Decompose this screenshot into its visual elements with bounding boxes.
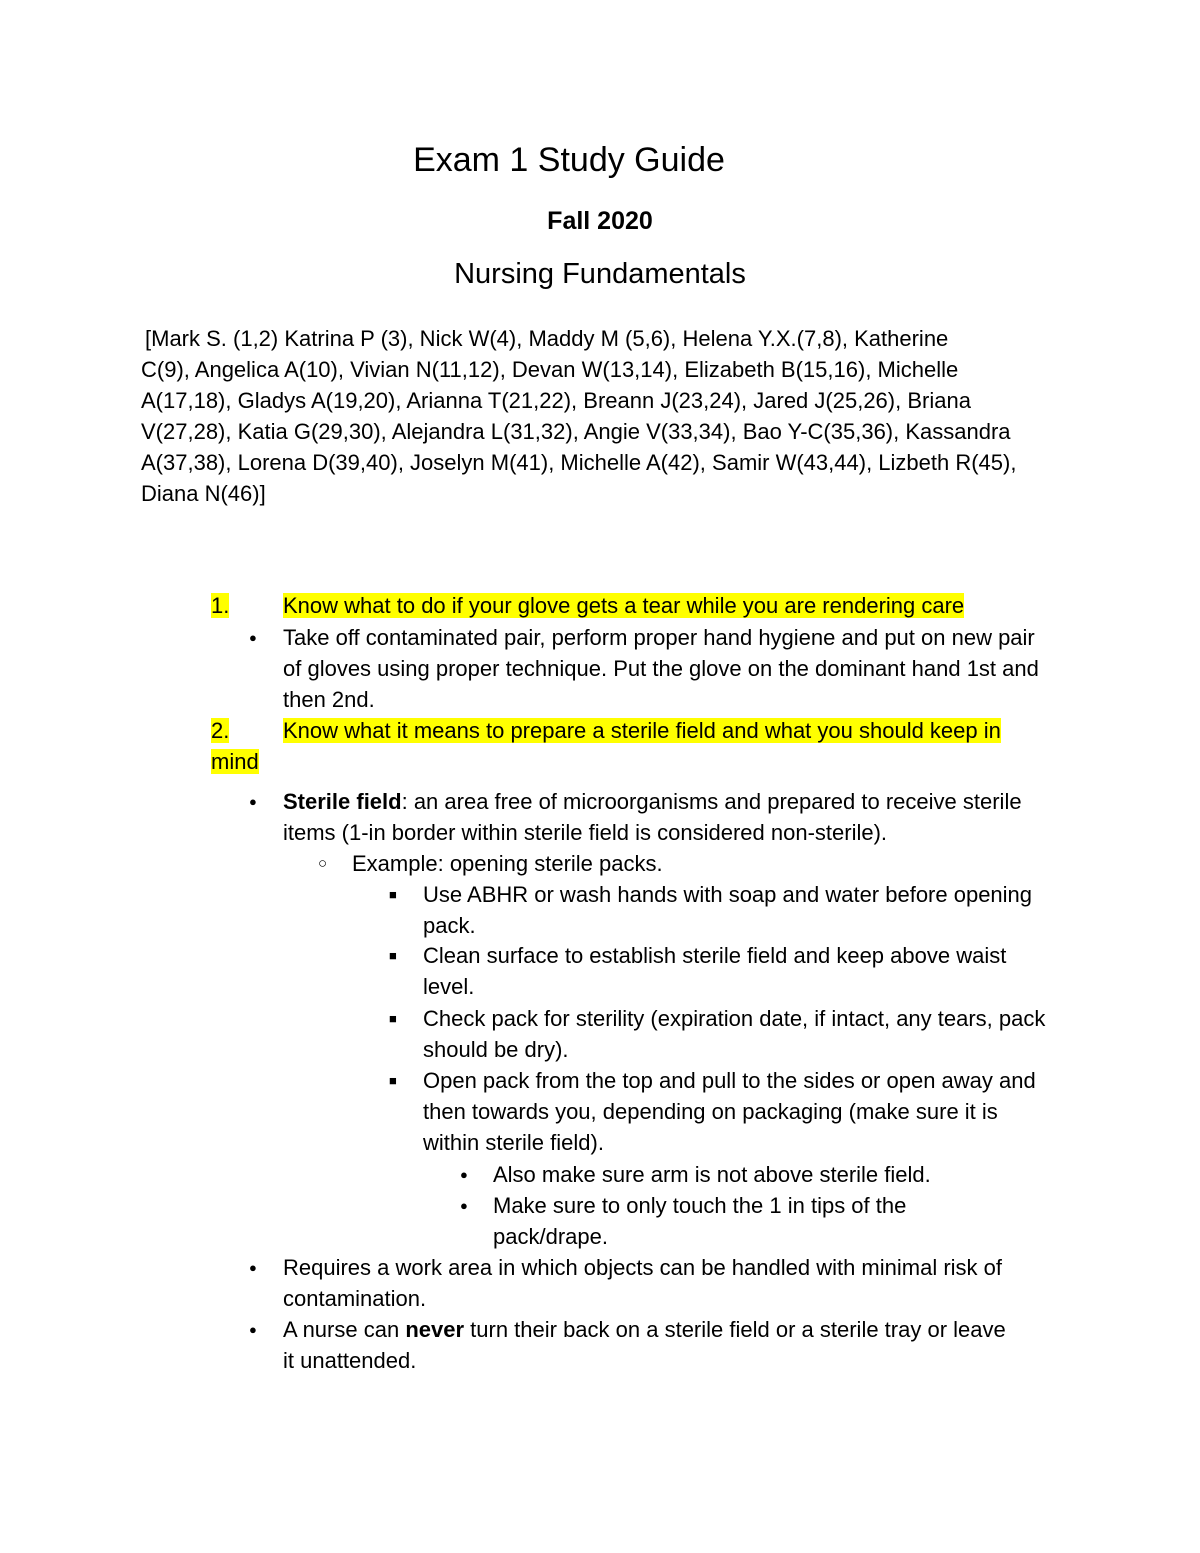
question-text: Know what to do if your glove gets a tear while you are rendering care: [283, 593, 965, 618]
never-word: never: [405, 1317, 465, 1342]
circle-bullet-icon: ○: [318, 855, 328, 872]
page-title: Exam 1 Study Guide: [413, 141, 725, 179]
step-item: Clean surface to establish sterile field and keep above waist level.: [423, 943, 1007, 999]
definition: : an area free of microorganisms and prepared to receive sterile items (1-in border within sterile field is considered non-sterile).: [283, 789, 1022, 845]
bullet-icon: ●: [249, 794, 257, 809]
square-bullet-icon: ■: [389, 1073, 397, 1088]
bullet-icon: ●: [460, 1198, 468, 1213]
term: Sterile field: [283, 789, 402, 814]
contributors-line-1: [Mark S. (1,2) Katrina P (3), Nick W(4), Maddy M (5,6), Helena Y.X.(7,8), Katherine: [145, 326, 949, 351]
question-text: mind: [211, 749, 259, 774]
question-number: 2.: [211, 718, 230, 743]
contributors-rest: C(9), Angelica A(10), Vivian N(11,12), Devan W(13,14), Elizabeth B(15,16), Michelle A(17,18), Gladys A(19,20), Arianna T(21,22), Breann J(23,24), Jared J(25,26), Briana V(27,28), Katia G(29,30), Alejandra L(31,32), Angie V(33,34), Bao Y-C(35,36), Kassandra A(37,38), Lorena D(39,40), Joselyn M(41), Michelle A(42), Samir W(43,44), Lizbeth R(45), Diana N(46)]: [141, 357, 1017, 506]
sub-step-item: Also make sure arm is not above sterile field.: [493, 1162, 931, 1187]
square-bullet-icon: ■: [389, 887, 397, 902]
step-item: Check pack for sterility (expiration date, if intact, any tears, pack should be dry).: [423, 1006, 1046, 1062]
bullet-icon: ●: [460, 1167, 468, 1182]
contributors-list: [141, 323, 1051, 509]
bullet-icon: ●: [249, 630, 257, 645]
square-bullet-icon: ■: [389, 948, 397, 963]
never-text: [283, 1314, 1013, 1376]
sub-step-item: Make sure to only touch the 1 in tips of the pack/drape.: [493, 1193, 907, 1249]
bullet-icon: ●: [249, 1322, 257, 1337]
never-pre: A nurse can: [283, 1317, 406, 1342]
square-bullet-icon: ■: [389, 1011, 397, 1026]
example-text: Example: opening sterile packs.: [352, 851, 663, 876]
answer-text: Take off contaminated pair, perform proper hand hygiene and put on new pair of gloves using proper technique. Put the glove on the dominant hand 1st and then 2nd.: [283, 625, 1039, 712]
question-2-text: [283, 715, 1001, 746]
term-heading: Fall 2020: [547, 207, 653, 235]
step-item: Open pack from the top and pull to the sides or open away and then towards you, depending on packaging (make sure it is within sterile field).: [423, 1068, 1036, 1155]
requires-text: Requires a work area in which objects can be handled with minimal risk of contamination.: [283, 1255, 1003, 1311]
question-number: 1.: [211, 593, 230, 618]
step-item: Use ABHR or wash hands with soap and water before opening pack.: [423, 882, 1033, 938]
question-text: Know what it means to prepare a sterile field and what you should keep in: [283, 718, 1001, 743]
bullet-icon: ●: [249, 1260, 257, 1275]
sterile-field-definition: [283, 786, 1043, 848]
never-post: turn their back on a sterile field or a sterile tray or leave it unattended.: [283, 1317, 1006, 1373]
question-1: [211, 590, 229, 621]
question-2: [211, 715, 229, 746]
course-heading: Nursing Fundamentals: [454, 258, 746, 290]
question-1-text: [283, 590, 964, 621]
question-2-text-cont: [211, 746, 259, 777]
